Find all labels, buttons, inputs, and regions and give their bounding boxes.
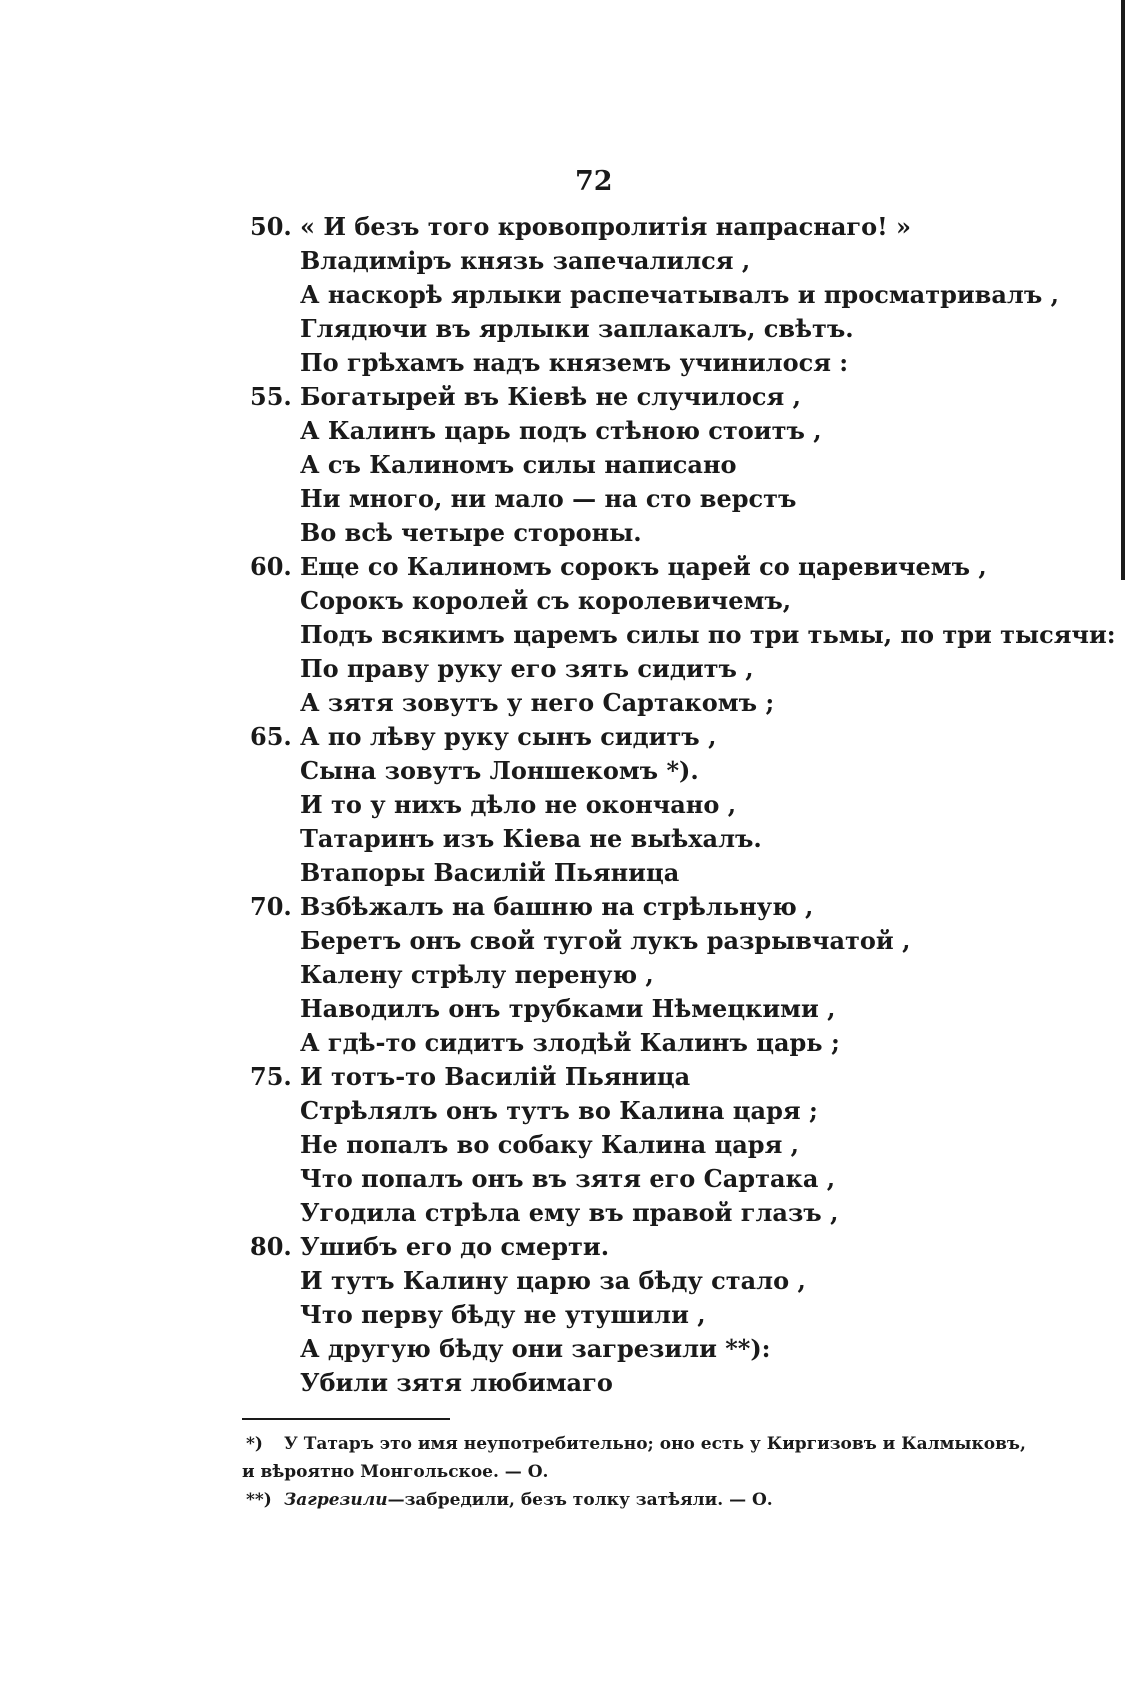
poem-line [0, 686, 1140, 720]
poem-line [0, 1332, 1140, 1366]
line-number: 70. [250, 892, 292, 921]
poem-line [0, 652, 1140, 686]
poem-line [0, 1366, 1140, 1400]
line-text: Втапоры Василій Пьяница [300, 858, 680, 887]
poem-line [0, 1298, 1140, 1332]
line-text: Владиміръ князь запечалился , [300, 246, 751, 275]
poem-line [0, 516, 1140, 550]
line-text: И тотъ-то Василій Пьяница [300, 1062, 691, 1091]
poem-line [0, 1196, 1140, 1230]
poem-line [0, 1094, 1140, 1128]
line-text: Что попалъ онъ въ зятя его Сартака , [300, 1164, 836, 1193]
line-text: Во всѣ четыре стороны. [300, 518, 642, 547]
poem-line [0, 1026, 1140, 1060]
line-text: Стрѣлялъ онъ тутъ во Калина царя ; [300, 1096, 818, 1125]
line-number: 80. [250, 1232, 292, 1261]
line-text: А другую бѣду они загрезили **): [300, 1334, 771, 1363]
page-number: 72 [575, 166, 613, 197]
footnote-2-mark: **) [246, 1490, 272, 1510]
line-number: 50. [250, 212, 292, 241]
poem-line [0, 1264, 1140, 1298]
line-text: Взбѣжалъ на башню на стрѣльную , [300, 892, 814, 921]
line-text: Богатырей въ Кіевѣ не случилося , [300, 382, 801, 411]
line-text: И тутъ Калину царю за бѣду стало , [300, 1266, 806, 1295]
poem-line [0, 380, 1140, 414]
line-text: Глядючи въ ярлыки заплакалъ, свѣтъ. [300, 314, 854, 343]
footnote-2-text: —забредили, безъ толку затѣяли. — О. [387, 1490, 773, 1510]
line-text: А Калинъ царь подъ стѣною стоитъ , [300, 416, 822, 445]
line-text: А зятя зовутъ у него Сартакомъ ; [300, 688, 775, 717]
poem-line [0, 788, 1140, 822]
poem-line [0, 1060, 1140, 1094]
poem-line [0, 550, 1140, 584]
line-text: Еще со Калиномъ сорокъ царей со царевичемъ , [300, 552, 987, 581]
poem-line [0, 618, 1140, 652]
poem-line [0, 278, 1140, 312]
poem-line [0, 1230, 1140, 1264]
footnote-1 [246, 1430, 1026, 1458]
line-number: 75. [250, 1062, 292, 1091]
poem-line [0, 958, 1140, 992]
line-number: 65. [250, 722, 292, 751]
line-text: Ни много, ни мало — на сто верстъ [300, 484, 797, 513]
footnote-2-term: Загрезили [284, 1490, 388, 1510]
line-text: Сорокъ королей съ королевичемъ, [300, 586, 792, 615]
poem-line [0, 992, 1140, 1026]
footnote-1-continuation: и вѣроятно Монгольское. — О. [242, 1462, 549, 1482]
poem-line [0, 1128, 1140, 1162]
line-text: Не попалъ во собаку Калина царя , [300, 1130, 800, 1159]
footnote-separator [242, 1418, 450, 1420]
footnote-2 [246, 1486, 1006, 1514]
line-text: А по лѣву руку сынъ сидитъ , [300, 722, 717, 751]
line-number: 55. [250, 382, 292, 411]
line-text: И то у нихъ дѣло не окончано , [300, 790, 737, 819]
poem-line [0, 244, 1140, 278]
line-text: « И безъ того кровопролитія напраснаго! » [300, 212, 912, 241]
footnotes [242, 1430, 1026, 1514]
line-text: А съ Калиномъ силы написано [300, 450, 737, 479]
poem-line [0, 890, 1140, 924]
poem-line [0, 312, 1140, 346]
line-text: Татаринъ изъ Кіева не выѣхалъ. [300, 824, 762, 853]
poem-line [0, 584, 1140, 618]
poem-line [0, 210, 1140, 244]
poem-line [0, 346, 1140, 380]
poem-text [0, 210, 1140, 1400]
line-text: Калену стрѣлу переную , [300, 960, 654, 989]
line-text: Что перву бѣду не утушили , [300, 1300, 706, 1329]
line-text: Беретъ онъ свой тугой лукъ разрывчатой , [300, 926, 911, 955]
line-text: А наскорѣ ярлыки распечатывалъ и просматривалъ , [300, 280, 1059, 309]
poem-line [0, 448, 1140, 482]
poem-line [0, 482, 1140, 516]
line-text: По праву руку его зять сидитъ , [300, 654, 754, 683]
poem-line [0, 856, 1140, 890]
poem-line [0, 720, 1140, 754]
footnote-1-mark: *) [246, 1434, 263, 1454]
line-text: По грѣхамъ надъ княземъ учинилося : [300, 348, 849, 377]
poem-line [0, 1162, 1140, 1196]
footnote-1-text: У Татаръ это имя неупотребительно; оно есть у Киргизовъ и Калмыковъ, [284, 1434, 1026, 1454]
line-text: А гдѣ-то сидитъ злодѣй Калинъ царь ; [300, 1028, 840, 1057]
poem-line [0, 754, 1140, 788]
line-text: Ушибъ его до смерти. [300, 1232, 610, 1261]
line-text: Подъ всякимъ царемъ силы по три тьмы, по три тысячи: [300, 620, 1116, 649]
poem-line [0, 414, 1140, 448]
poem-line [0, 822, 1140, 856]
line-text: Убили зятя любимаго [300, 1368, 613, 1397]
line-text: Сына зовутъ Лоншекомъ *). [300, 756, 699, 785]
poem-line [0, 924, 1140, 958]
line-text: Наводилъ онъ трубками Нѣмецкими , [300, 994, 836, 1023]
line-number: 60. [250, 552, 292, 581]
line-text: Угодила стрѣла ему въ правой глазъ , [300, 1198, 839, 1227]
